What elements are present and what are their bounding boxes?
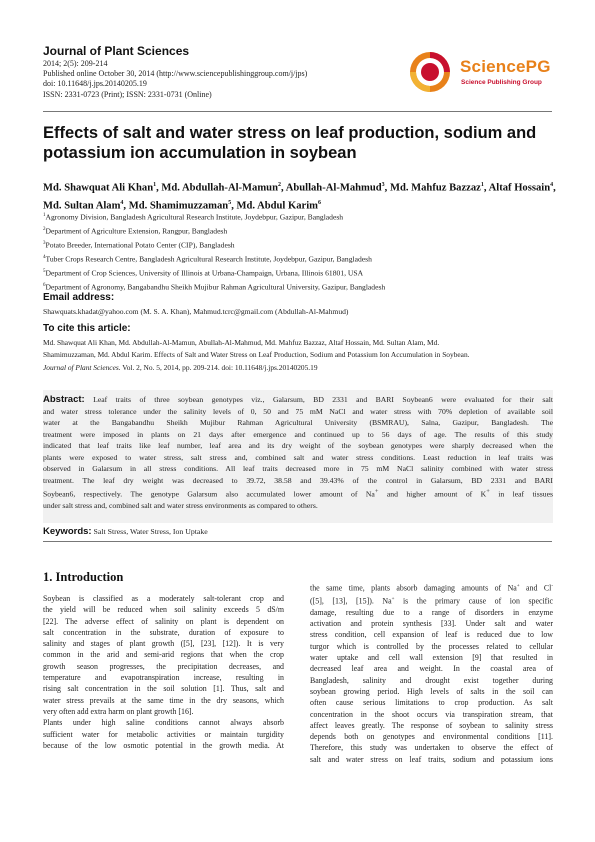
body-text-line: stress condition, cell expansion of leaf is reduced due to low: [310, 630, 553, 640]
introduction-right-column: [310, 581, 553, 765]
abstract-line: plants were exposed to water stress, salt stress and, combined salt and water stress conditions. Least reduction in leaf traits was: [43, 452, 553, 462]
author-name: Md. Abdullah-Al-Mamun: [161, 182, 278, 194]
affiliation: $^1$Agronomy Division, Bangladesh Agricultural Research Institute, Joydebpur, Gazipur, Bangladesh: [43, 212, 344, 222]
author-affiliation-mark: 4: [120, 199, 124, 206]
journal-title: Journal of Plant Sciences: [43, 44, 190, 58]
body-text-line: very often add extra harm on plant growth [16].: [43, 706, 194, 716]
body-text-line: activation and protein synthesis [33]. Under salt and water: [310, 619, 553, 629]
author-affiliation-mark: 3: [381, 182, 385, 188]
body-text-line: Bangladesh, salinity and drought exist together during: [310, 675, 553, 685]
body-text-line: concentration in the shoot occurs via transpiration stream, that: [310, 709, 553, 719]
body-text-line: water uptake and cell wall extension [9] that resulted in: [310, 653, 553, 663]
abstract: [43, 394, 553, 512]
abstract-line: treatment were imposed in plants on 21 days after emergence and continued up to 56 days of age. The results of this study: [43, 429, 553, 439]
abstract-line: and water stress tolerance under the salinity levels of 0, 50 and 75 mM NaCl and water stress with 70% depletion of available soil: [43, 406, 553, 416]
author-affiliation-mark: 1: [480, 182, 484, 188]
section-divider: [43, 541, 552, 542]
citation: [43, 337, 558, 374]
publisher-logo: [408, 50, 553, 95]
meta-line: Published online October 30, 2014 (http://www.sciencepublishinggroup.com/j/jps): [43, 69, 308, 79]
author-name: Md. Abdul Karim: [236, 200, 319, 212]
abstract-heading: Abstract:: [43, 394, 85, 405]
author-affiliation-mark: 5: [228, 199, 232, 206]
keywords-heading: Keywords:: [43, 526, 92, 537]
email-heading: Email address:: [43, 292, 115, 303]
cite-heading: To cite this article:: [43, 323, 131, 334]
affiliation: $^2$Department of Agriculture Extension, Rangpur, Bangladesh: [43, 226, 228, 236]
author-name: Md. Shawquat Ali Khan: [43, 182, 154, 194]
body-text-line: salt and water stress on leaf traits, sodium and potassium ions: [310, 754, 553, 764]
abstract-line: observed in Galarsum in all stress conditions. All leaf traits decreased more in 75 mM NaCl salinity combined with water stress: [43, 464, 553, 473]
body-text-line: sufficient water for metabolic activities or maintain turgidity: [43, 729, 284, 739]
body-text-line: the yield will be reduced when soil salinity exceeds 5 dS/m: [43, 605, 284, 615]
body-text-line: the same time, plants absorb damaging amounts of Na+ and Cl-: [310, 583, 553, 593]
citation-line: Shamimuzzaman, Md. Abdul Karim. Effects of Salt and Water Stress on Leaf Production, Sodium and Potassium Ion Accumulation in Soybean.: [43, 350, 470, 360]
author-list: Md. Shawquat Ali Khan$^1$, Md. Abdullah-Al-Mamun$^2$, Abullah-Al-Mahmud$^3$, Md. Mahfuz Bazzaz$^1$, Altaf Hossain$^4$, Md. Sultan Alam$^4$, Md. Shamimuzzaman$^5$, Md. Abdul Karim$^6$: [43, 182, 556, 212]
affiliation: $^3$Potato Breeder, International Potato Center (CIP), Bangladesh: [43, 240, 235, 250]
abstract-line: indicated that leaf traits like leaf number, leaf area and its dry weight of the soybean genotypes were sharply decreased when the: [43, 441, 553, 450]
body-text-line: water stress prevails at the same time in the dry seasons, which: [43, 695, 284, 705]
body-text-line: often cause serious limitations to crop production. As salt: [310, 698, 553, 708]
keywords-text: Salt Stress, Water Stress, Ion Uptake: [91, 527, 208, 536]
body-text-line: damage, resulting due to a range of disorders in enzyme: [310, 607, 553, 617]
body-text-line: growth season progresses, the precipitation decreases, and: [43, 661, 284, 671]
affiliation: $^4$Tuber Crops Research Centre, Bangladesh Agricultural Research Institute, Joydebpur, Gazipur, Bangladesh: [43, 254, 372, 264]
body-text-line: common in the arid and semi-arid regions that when the crop: [43, 650, 284, 660]
body-text-line: Plants under high saline conditions cannot always absorb: [43, 718, 284, 728]
body-text-line: temperature and evapotranspiration increase, resulting in: [43, 673, 284, 683]
introduction-left-column: [43, 593, 284, 751]
affiliation: $^6$Department of Agronomy, Bangabandhu Sheikh Mujibur Rahman Agricultural University, Gazipur, Bangladesh: [43, 282, 386, 292]
introduction-heading: 1. Introduction: [43, 570, 124, 584]
affiliation-list: [43, 210, 558, 294]
body-text-line: salinity and stages of plant growth ([5], [23], [12]). It is very: [43, 639, 284, 649]
author-name: Abullah-Al-Mahmud: [285, 182, 382, 194]
author-name: Md. Mahfuz Bazzaz: [389, 182, 481, 194]
body-text-line: [22]. The adverse effect of salinity on plant is dependent on: [43, 616, 284, 626]
body-text-line: decreased leaf area and weight. In the coastal area of: [310, 664, 553, 674]
abstract-line: under salt stress and, combined salt and water stress environments as compared to others.: [43, 501, 318, 511]
meta-line: doi: 10.11648/j.jps.20140205.19: [43, 79, 147, 89]
author-name: Md. Sultan Alam: [43, 200, 121, 212]
journal-meta: [43, 59, 307, 100]
author-affiliation-mark: 6: [318, 199, 322, 206]
abstract-line: Soybean6, respectively. The genotype Galarsum also accumulated lower amount of Na+ and higher amount of K+ in leaf tissues: [43, 488, 554, 499]
affiliation: $^5$Department of Crop Sciences, University of Illinois at Urbana-Champaign, Urbana, Illinois 61801, USA: [43, 268, 364, 278]
body-text-line: rising salt concentration in the soil solution [1]. Thus, salt and: [43, 684, 284, 694]
email-addresses: Shawquats.khadat@yahoo.com (M. S. A. Khan), Mahmud.tcrc@gmail.com (Abdullah-Al-Mahmud): [43, 307, 349, 316]
author-affiliation-mark: 1: [153, 182, 157, 188]
body-text-line: affect leaves greatly. The response of soybean to salinity stress: [310, 720, 553, 730]
abstract-line: water at the Bangabandhu Sheikh Mujibur Rahman Agricultural University (BSMRAU), Salna, Gazipur, Bangladesh. The: [43, 418, 553, 427]
author-name: Md. Shamimuzzaman: [128, 200, 229, 212]
citation-details: Vol. 2, No. 5, 2014, pp. 209-214. doi: 10.11648/j.jps.20140205.19: [120, 362, 318, 372]
keywords: [43, 526, 208, 537]
logo-name: SciencePG: [460, 57, 551, 76]
body-text-line: because of the low osmotic potential in the growth media. At: [43, 740, 284, 750]
author-affiliation-mark: 2: [277, 182, 281, 188]
logo-subtitle: Science Publishing Group: [461, 79, 542, 86]
body-text-line: Soybean is classified as a moderately salt-tolerant crop and: [43, 594, 284, 603]
abstract-line: Abstract: Leaf traits of three soybean genotypes viz., Galarsum, BD 2331 and BARI Soybean6 were evaluated for their salt: [43, 394, 553, 405]
body-text-line: soybean growing period. High levels of salts in the soil can: [310, 686, 553, 696]
meta-line: 2014; 2(5): 209-214: [43, 59, 108, 68]
body-text-line: Therefore, this study was undertaken to observe the effect of: [310, 743, 553, 753]
paper-title: Effects of salt and water stress on leaf production, sodium and potassium ion accumulation in soybean: [43, 124, 537, 162]
meta-line: ISSN: 2331-0723 (Print); ISSN: 2331-0731 (Online): [43, 89, 212, 99]
body-text-line: salt concentration in the substrate, duration of exposure to: [43, 627, 284, 637]
body-text-line: depends both on genotypes and environmental conditions [11].: [310, 732, 553, 742]
citation-journal: Journal of Plant Sciences.: [43, 362, 121, 372]
body-text-line: turgor which is controlled by the processes related to cellular: [310, 641, 553, 651]
citation-line: [43, 362, 558, 374]
citation-line: Md. Shawquat Ali Khan, Md. Abdullah-Al-Mamun, Abullah-Al-Mahmud, Md. Mahfuz Bazzaz, Altaf Hossain, Md. Sultan Alam, Md.: [43, 338, 440, 347]
author-affiliation-mark: 4: [550, 182, 554, 188]
body-text-line: ([5], [13], [15]). Na+ is the primary cause of ion specific: [310, 596, 553, 606]
author-name: Altaf Hossain: [488, 182, 551, 194]
logo-emblem-icon: [408, 50, 452, 94]
header-divider: [43, 111, 552, 112]
abstract-line: treatment. The leaf dry weight was decreased to 39.72, 38.58 and 39.43% of the control in Galarsum, BD 2331 and BARI: [43, 475, 553, 485]
